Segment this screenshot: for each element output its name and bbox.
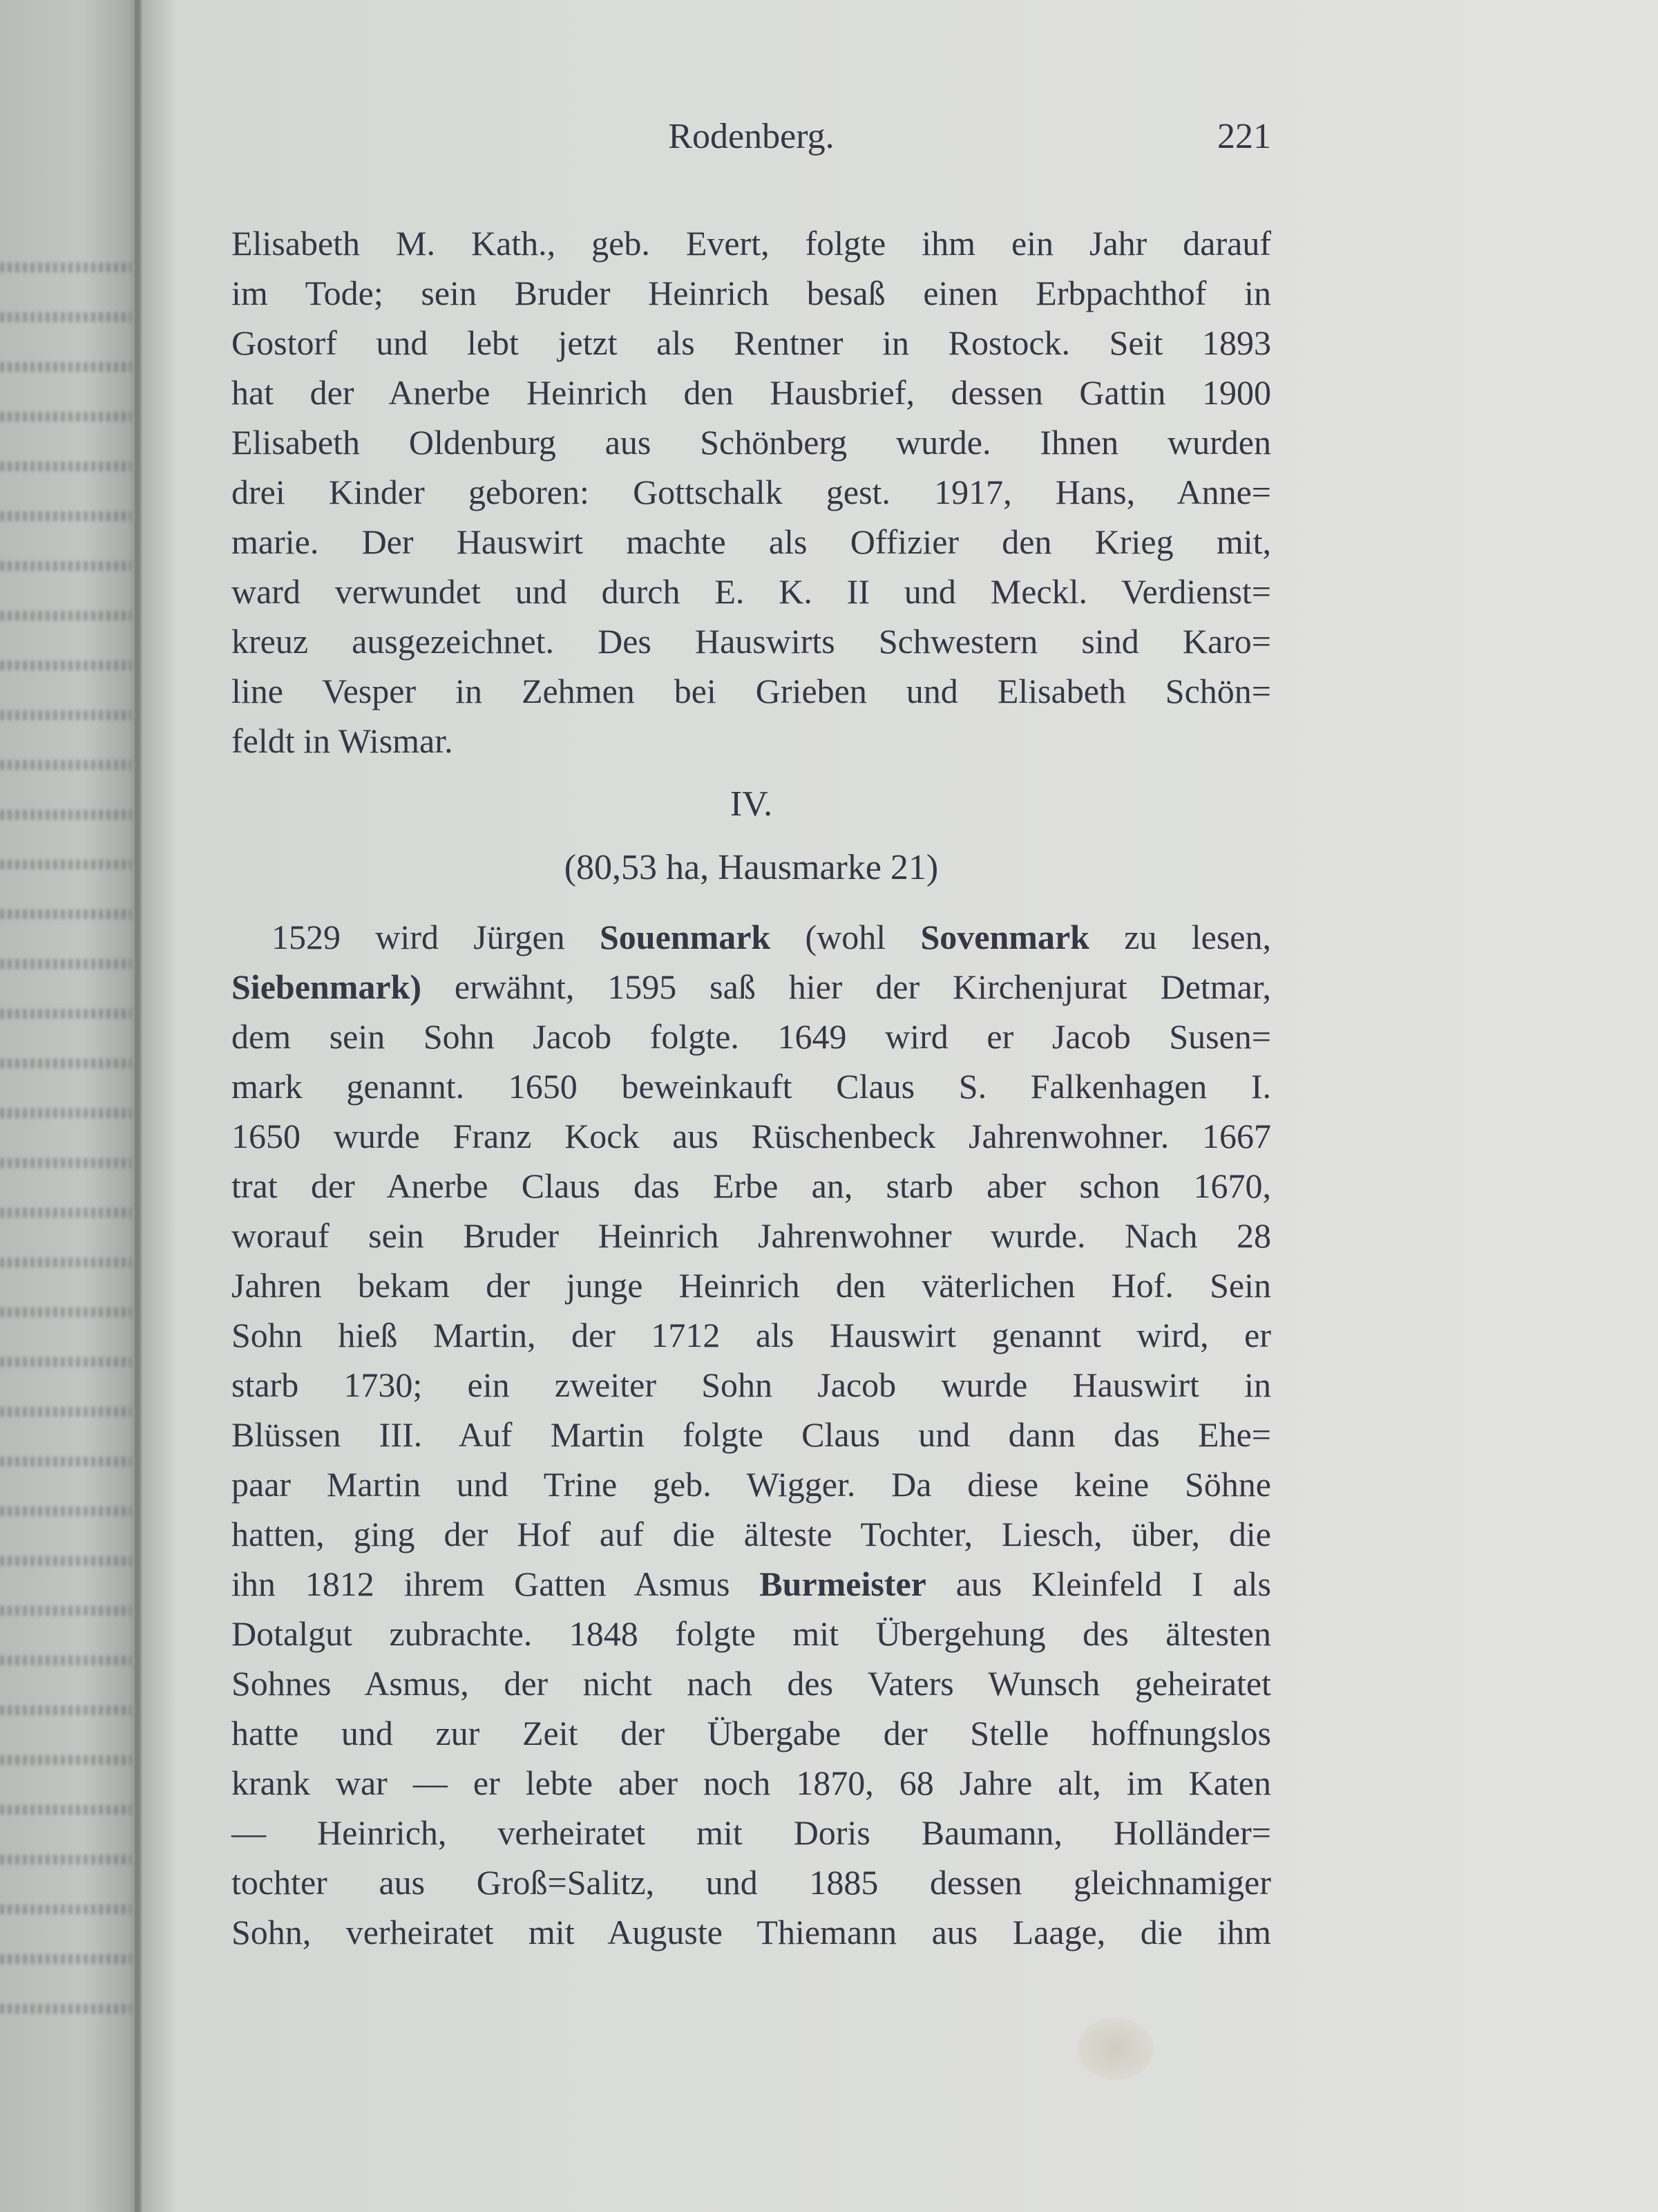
text-span: Blüssen III. Auf Martin folgte Claus und dann das Ehe= — [231, 1415, 1271, 1454]
text-line — [231, 1360, 1271, 1410]
text-line — [231, 1111, 1271, 1161]
facing-page-text-line — [0, 909, 131, 919]
text-span: hatte und zur Zeit der Übergabe der Stelle hoffnungslos — [231, 1714, 1271, 1752]
facing-page-text-line — [0, 860, 131, 869]
facing-page-edge — [0, 0, 142, 2212]
text-line — [231, 1211, 1271, 1260]
facing-page-text-line — [0, 611, 131, 621]
text-line — [231, 1658, 1271, 1708]
text-line — [231, 1310, 1271, 1360]
facing-page-text-line — [0, 462, 131, 471]
facing-page-text-line — [0, 1457, 131, 1466]
text-span: — Heinrich, verheiratet mit Doris Baumann, Holländer= — [231, 1813, 1271, 1852]
text-line — [231, 268, 1271, 318]
text-line — [231, 716, 1271, 766]
text-span: trat der Anerbe Claus das Erbe an, starb aber schon 1670, — [231, 1166, 1271, 1205]
facing-page-text-line — [0, 810, 131, 820]
text-line — [231, 1161, 1271, 1211]
text-line — [231, 1260, 1271, 1310]
text-span: ward verwundet und durch E. K. II und Meckl. Verdienst= — [231, 572, 1271, 611]
text-span: (wohl — [770, 918, 921, 956]
text-span: feldt in Wismar. — [231, 721, 453, 760]
text-span: zu lesen, — [1089, 918, 1271, 956]
text-span: Jahren bekam der junge Heinrich den väterlichen Hof. Sein — [231, 1266, 1271, 1305]
section-numeral: IV. — [730, 784, 773, 824]
facing-page-text-line — [0, 2004, 131, 2014]
facing-page-text-line — [0, 1805, 131, 1815]
text-span: 1650 wurde Franz Kock aus Rüschenbeck Jahrenwohner. 1667 — [231, 1117, 1271, 1155]
facing-page-text-line — [0, 412, 131, 422]
facing-page-text-line — [0, 1506, 131, 1516]
text-line — [231, 1808, 1271, 1857]
text-span: Sohn hieß Martin, der 1712 als Hauswirt genannt wird, er — [231, 1316, 1271, 1354]
facing-page-text-line — [0, 1059, 131, 1068]
text-span: paar Martin und Trine geb. Wigger. Da diese keine Söhne — [231, 1465, 1271, 1504]
facing-page-text-line — [0, 263, 131, 272]
text-line — [231, 616, 1271, 666]
text-line — [231, 1857, 1271, 1907]
text-line — [231, 517, 1271, 567]
text-span: hat der Anerbe Heinrich den Hausbrief, dessen Gattin 1900 — [231, 373, 1271, 412]
text-span: Sohnes Asmus, der nicht nach des Vaters Wunsch geheiratet — [231, 1664, 1271, 1703]
text-span: ihn 1812 ihrem Gatten Asmus — [231, 1565, 760, 1603]
facing-page-text-line — [0, 1904, 131, 1914]
text-span: Elisabeth M. Kath., geb. Evert, folgte ihm ein Jahr darauf — [231, 224, 1271, 263]
facing-page-text-line — [0, 1307, 131, 1317]
text-span: aus Kleinfeld I als — [926, 1565, 1272, 1603]
bold-name: Burmeister — [759, 1565, 926, 1603]
text-line — [231, 962, 1271, 1012]
text-span: krank war — er lebte aber noch 1870, 68 Jahre alt, im Katen — [231, 1764, 1271, 1802]
text-span: worauf sein Bruder Heinrich Jahrenwohner wurde. Nach 28 — [231, 1216, 1271, 1255]
facing-page-text-line — [0, 1357, 131, 1367]
text-line — [231, 318, 1271, 368]
facing-page-text-line — [0, 1855, 131, 1864]
text-line — [231, 1907, 1271, 1957]
paragraph-1 — [231, 218, 1271, 766]
text-span: Elisabeth Oldenburg aus Schönberg wurde. Ihnen wurden — [231, 423, 1271, 462]
text-span: kreuz ausgezeichnet. Des Hauswirts Schwestern sind Karo= — [231, 622, 1271, 661]
running-header — [231, 116, 1271, 160]
facing-page-text-line — [0, 511, 131, 521]
section-subtitle: (80,53 ha, Hausmarke 21) — [564, 848, 939, 887]
facing-page-text-line — [0, 760, 131, 770]
bold-name: Souenmark — [599, 918, 771, 956]
facing-page-text-line — [0, 1258, 131, 1267]
text-line — [231, 1459, 1271, 1509]
bold-name: Siebenmark) — [231, 967, 421, 1006]
text-span: starb 1730; ein zweiter Sohn Jacob wurde Hauswirt in — [231, 1365, 1271, 1404]
text-span: hatten, ging der Hof auf die älteste Tochter, Liesch, über, die — [231, 1515, 1271, 1553]
paper-stain — [1078, 2018, 1154, 2080]
facing-page-text-line — [0, 1656, 131, 1665]
facing-page-text-line — [0, 1407, 131, 1417]
text-span: drei Kinder geboren: Gottschalk gest. 1917, Hans, Anne= — [231, 473, 1271, 511]
text-span: im Tode; sein Bruder Heinrich besaß einen Erbpachthof in — [231, 274, 1271, 312]
facing-page-text-line — [0, 710, 131, 720]
facing-page-text-line — [0, 661, 131, 670]
facing-page-text-line — [0, 1158, 131, 1168]
text-line — [231, 1609, 1271, 1658]
text-span: dem sein Sohn Jacob folgte. 1649 wird er Jacob Susen= — [231, 1017, 1271, 1056]
text-line — [231, 1559, 1271, 1609]
page-number: 221 — [1217, 117, 1271, 156]
facing-page-text-line — [0, 312, 131, 322]
text-line — [231, 912, 1271, 962]
text-span: Dotalgut zubrachte. 1848 folgte mit Übergehung des ältesten — [231, 1614, 1271, 1653]
text-span: Sohn, verheiratet mit Auguste Thiemann aus Laage, die ihm — [231, 1913, 1271, 1951]
text-span: marie. Der Hauswirt machte als Offizier den Krieg mit, — [231, 522, 1271, 561]
facing-page-text-line — [0, 1208, 131, 1218]
text-span: 1529 wird Jürgen — [271, 918, 600, 956]
text-line — [231, 1708, 1271, 1758]
text-span: erwähnt, 1595 saß hier der Kirchenjurat Detmar, — [421, 967, 1271, 1006]
facing-page-text-line — [0, 1606, 131, 1616]
facing-page-text-line — [0, 1108, 131, 1118]
facing-page-text-line — [0, 1705, 131, 1715]
running-title: Rodenberg. — [668, 117, 835, 156]
text-line — [231, 666, 1271, 716]
text-span: mark genannt. 1650 beweinkauft Claus S. Falkenhagen I. — [231, 1067, 1271, 1106]
text-line — [231, 1410, 1271, 1459]
text-line — [231, 1509, 1271, 1559]
facing-page-text-line — [0, 1954, 131, 1964]
book-gutter-shadow — [135, 0, 176, 2212]
text-line — [231, 368, 1271, 417]
facing-page-text-line — [0, 1009, 131, 1019]
text-line — [231, 467, 1271, 517]
facing-page-text-line — [0, 1556, 131, 1566]
paragraph-2 — [231, 912, 1271, 1957]
text-line — [231, 1061, 1271, 1111]
text-span: tochter aus Groß=Salitz, und 1885 dessen gleichnamiger — [231, 1863, 1271, 1902]
text-line — [231, 1012, 1271, 1061]
facing-page-text-line — [0, 959, 131, 969]
text-line — [231, 417, 1271, 467]
facing-page-text-line — [0, 561, 131, 571]
text-line — [231, 567, 1271, 616]
text-line — [231, 1758, 1271, 1808]
text-span: line Vesper in Zehmen bei Grieben und Elisabeth Schön= — [231, 672, 1271, 710]
text-span: Gostorf und lebt jetzt als Rentner in Rostock. Seit 1893 — [231, 323, 1271, 362]
bold-name: Sovenmark — [920, 918, 1089, 956]
facing-page-text-line — [0, 1755, 131, 1765]
facing-page-text-line — [0, 362, 131, 372]
text-line — [231, 218, 1271, 268]
